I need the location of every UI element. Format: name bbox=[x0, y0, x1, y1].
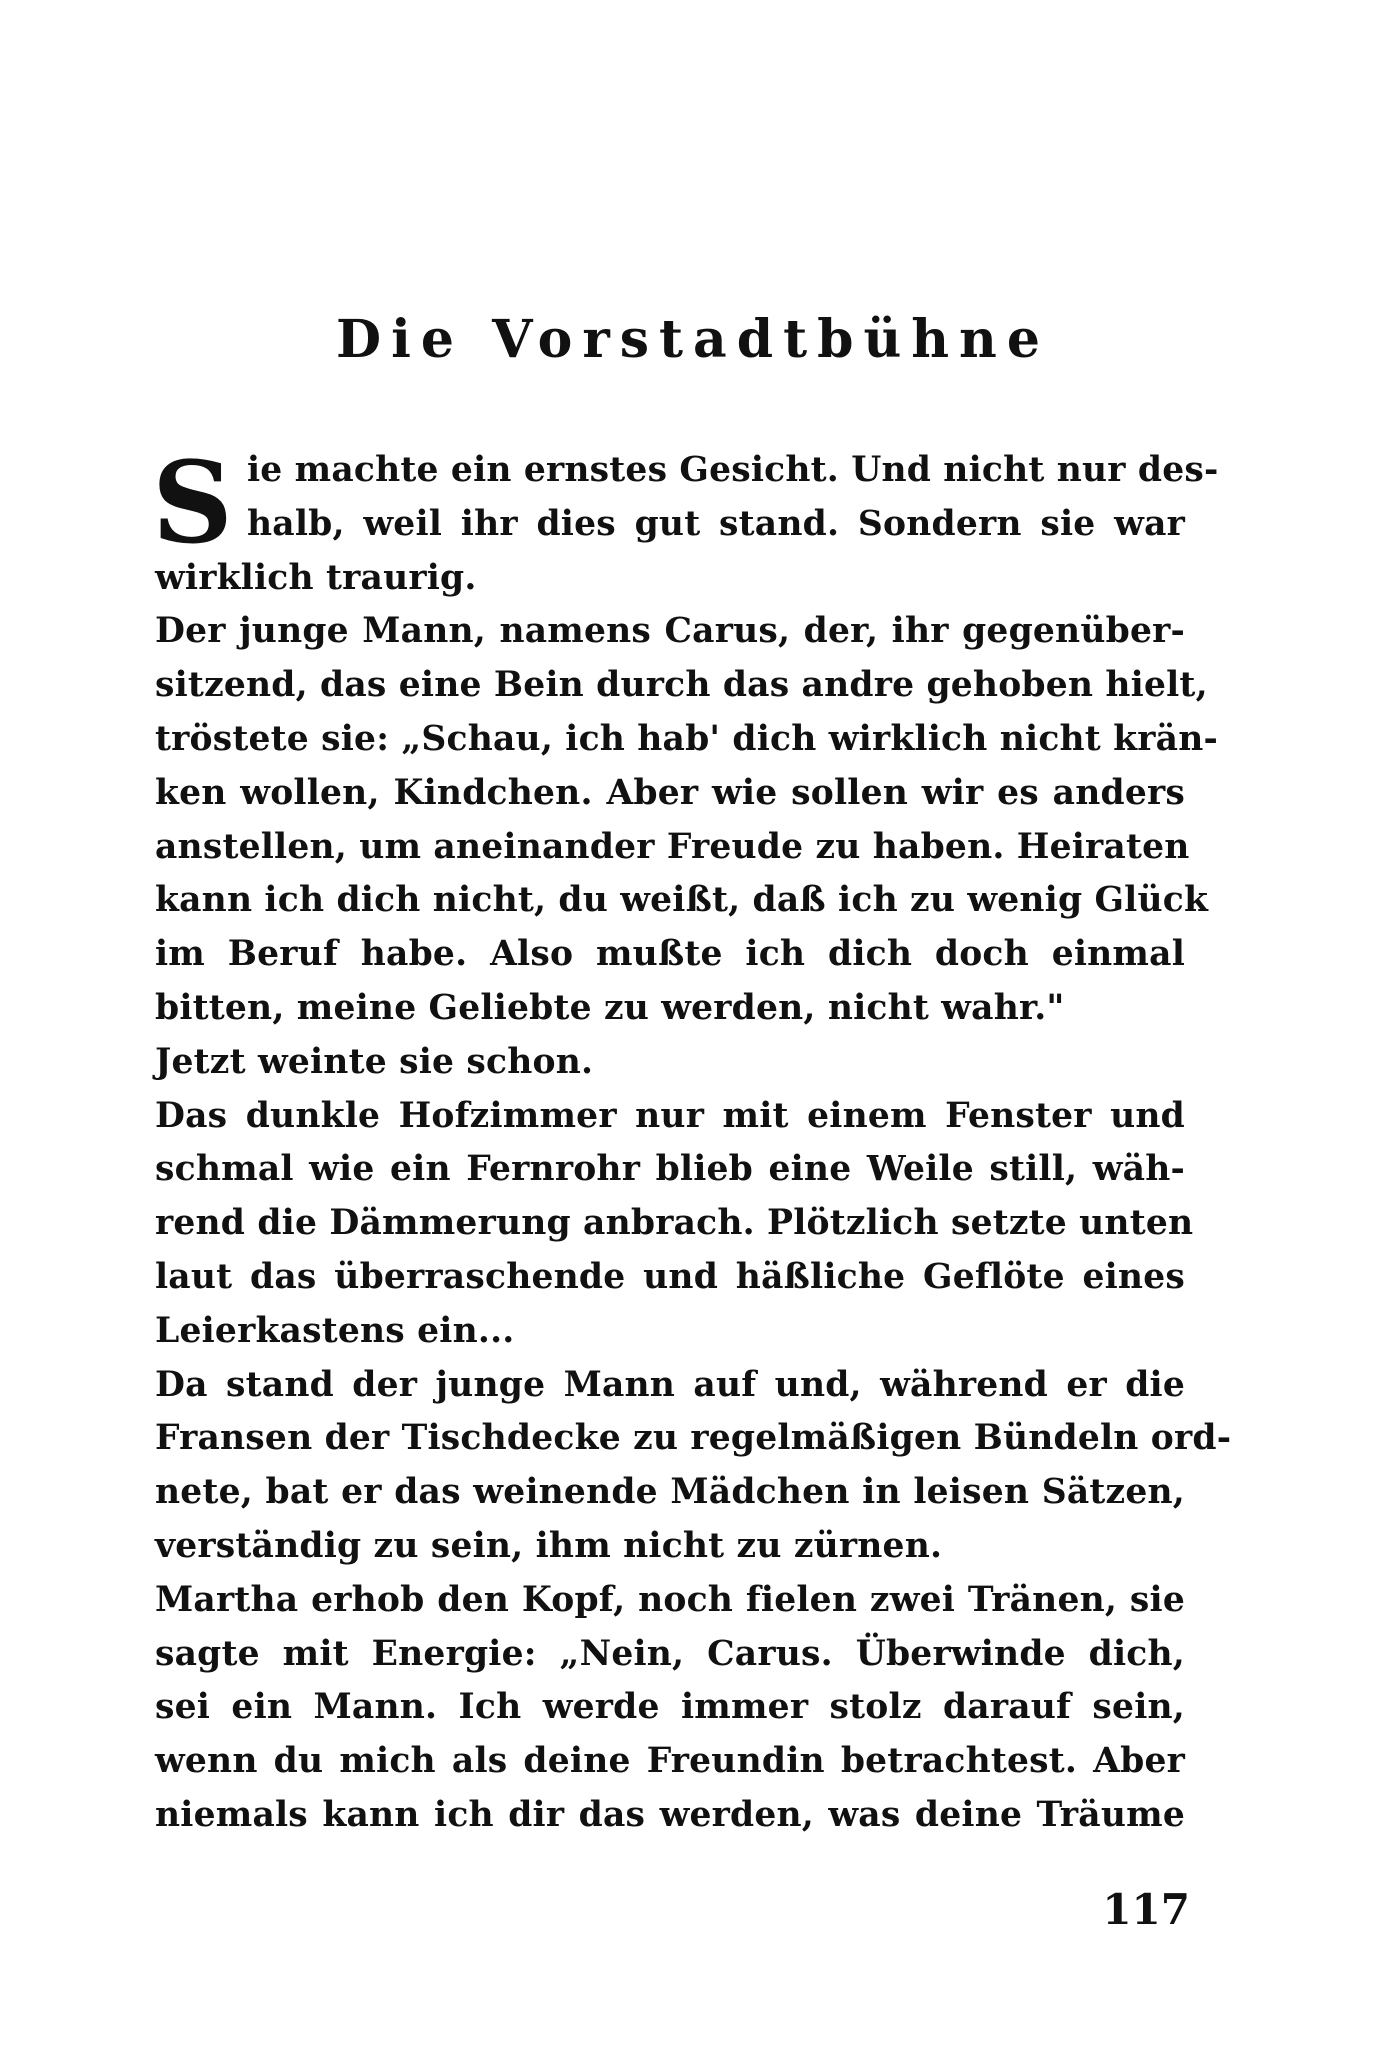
text-line: Martha erhob den Kopf, noch fielen zwei Tränen, sie bbox=[155, 1579, 1185, 1620]
drop-cap: S bbox=[152, 438, 233, 569]
body-text bbox=[155, 444, 1232, 1843]
text-line: anstellen, um aneinander Freude zu haben. Heiraten bbox=[155, 826, 1190, 867]
text-line: sitzend, das eine Bein durch das andre gehoben hielt, bbox=[155, 665, 1208, 706]
chapter-title: Die Vorstadtbühne bbox=[336, 309, 1050, 370]
text-line: Der junge Mann, namens Carus, der, ihr gegenüber- bbox=[155, 611, 1185, 652]
text-line: im Beruf habe. Also mußte ich dich doch einmal bbox=[155, 934, 1185, 975]
text-line: Fransen der Tischdecke zu regelmäßigen Bündeln ord- bbox=[155, 1418, 1232, 1459]
text-line: laut das überraschende und häßliche Geflöte eines bbox=[155, 1256, 1185, 1297]
text-line: Jetzt weinte sie schon. bbox=[155, 1041, 594, 1082]
text-line: halb, weil ihr dies gut stand. Sondern sie war bbox=[247, 503, 1185, 544]
page-number: 117 bbox=[1102, 1885, 1190, 1934]
text-line: wirklich traurig. bbox=[155, 557, 477, 598]
text-line: Leierkastens ein... bbox=[155, 1310, 515, 1351]
text-line: sei ein Mann. Ich werde immer stolz darauf sein, bbox=[155, 1687, 1185, 1728]
text-line: niemals kann ich dir das werden, was deine Träume bbox=[155, 1794, 1185, 1835]
text-line: verständig zu sein, ihm nicht zu zürnen. bbox=[155, 1525, 943, 1566]
text-line: Das dunkle Hofzimmer nur mit einem Fenster und bbox=[155, 1095, 1185, 1136]
text-line: wenn du mich als deine Freundin betrachtest. Aber bbox=[155, 1741, 1185, 1782]
text-line: tröstete sie: „Schau, ich hab' dich wirklich nicht krän- bbox=[155, 718, 1218, 759]
text-line: sagte mit Energie: „Nein, Carus. Überwinde dich, bbox=[155, 1633, 1185, 1674]
text-line: Da stand der junge Mann auf und, während er die bbox=[155, 1364, 1185, 1405]
text-line: nete, bat er das weinende Mädchen in leisen Sätzen, bbox=[155, 1472, 1185, 1513]
text-line: rend die Dämmerung anbrach. Plötzlich setzte unten bbox=[155, 1203, 1194, 1244]
text-line: bitten, meine Geliebte zu werden, nicht wahr." bbox=[155, 987, 1065, 1028]
text-line: kann ich dich nicht, du weißt, daß ich zu wenig Glück bbox=[155, 880, 1209, 921]
text-line: schmal wie ein Fernrohr blieb eine Weile still, wäh- bbox=[155, 1149, 1185, 1190]
text-line: ie machte ein ernstes Gesicht. Und nicht nur des- bbox=[247, 450, 1219, 490]
text-line: ken wollen, Kindchen. Aber wie sollen wir es anders bbox=[155, 772, 1185, 813]
